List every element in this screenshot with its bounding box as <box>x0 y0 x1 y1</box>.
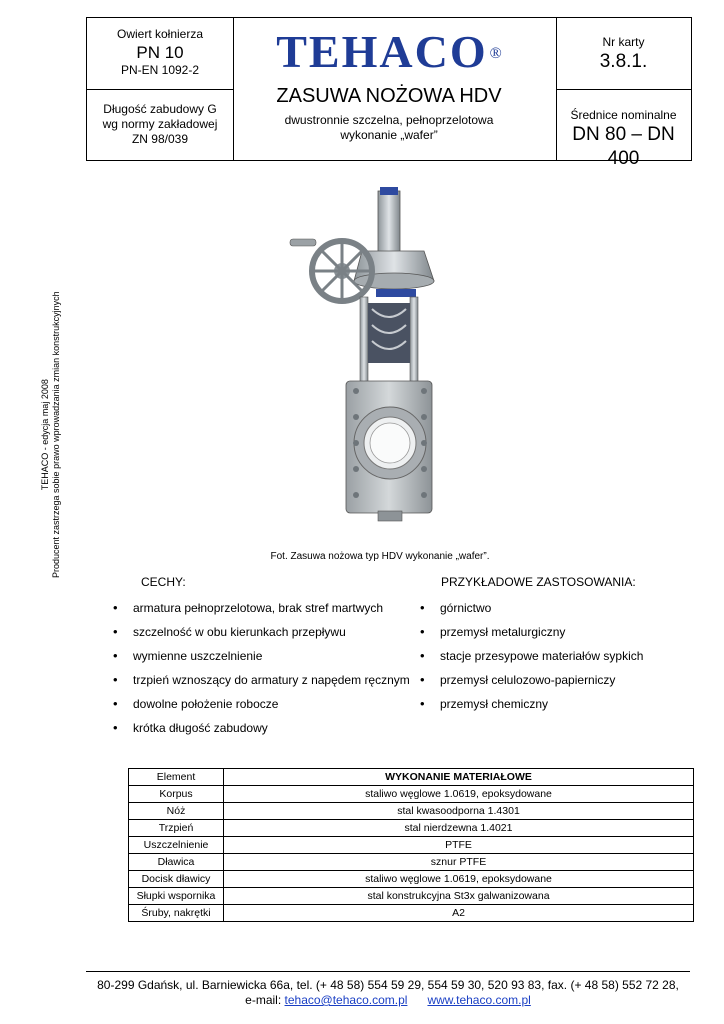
table-row <box>129 786 694 803</box>
face-to-face-norm: wg normy zakładowej <box>102 117 218 131</box>
nominal-diameter-block <box>556 108 691 171</box>
element-cell: Uszczelnienie <box>129 837 224 854</box>
footer <box>86 978 690 1008</box>
page-subtitle: dwustronnie szczelna, pełnoprzelotowa wykonanie „wafer” <box>284 113 494 142</box>
table-row <box>129 854 694 871</box>
tehaco-logo: TEHACO ® <box>276 26 504 77</box>
footer-rule <box>86 971 690 972</box>
table-row <box>129 820 694 837</box>
header-divider <box>556 89 691 90</box>
nominal-diameter-range: DN 80 – DN 400 <box>572 124 675 169</box>
face-to-face-label: Długość zabudowy G <box>103 102 217 116</box>
material-cell: stal konstrukcyjna St3x galwanizowana <box>224 888 694 905</box>
footer-contacts <box>86 993 690 1008</box>
material-cell: A2 <box>224 905 694 922</box>
card-number-label: Nr karty <box>602 35 645 49</box>
side-note <box>40 291 62 578</box>
header-box <box>86 17 692 169</box>
material-cell: staliwo węglowe 1.0619, epoksydowane <box>224 871 694 888</box>
page-title: ZASUWA NOŻOWA HDV <box>276 85 502 107</box>
features-title: CECHY: <box>141 575 186 589</box>
list-item: • dowolne położenie robocze <box>113 696 410 720</box>
element-cell: Trzpień <box>129 820 224 837</box>
applications-title: PRZYKŁADOWE ZASTOSOWANIA: <box>441 575 636 589</box>
flange-standard: PN-EN 1092-2 <box>120 63 200 78</box>
edition-note: TEHACO - edycja maj 2008 <box>40 379 50 491</box>
card-number-block <box>556 35 691 74</box>
flange-label: Owiert kołnierza <box>116 27 204 41</box>
element-cell: Korpus <box>129 786 224 803</box>
table-row <box>129 871 694 888</box>
material-cell: PTFE <box>224 837 694 854</box>
element-cell: Nóż <box>129 803 224 820</box>
list-item: • szczelność w obu kierunkach przepływu <box>113 624 410 648</box>
list-item: • trzpień wznoszący do armatury z napędem ręcznym <box>113 672 410 696</box>
registered-mark: ® <box>489 45 504 62</box>
list-item: • przemysł metalurgiczny <box>420 624 643 648</box>
element-cell: Dławica <box>129 854 224 871</box>
valve-photo <box>284 185 464 525</box>
list-item: • stacje przesypowe materiałów sypkich <box>420 648 643 672</box>
column-header-material: WYKONANIE MATERIAŁOWE <box>224 769 694 786</box>
disclaimer-note: Producent zastrzega sobie prawo wprowadzania zmian konstrukcyjnych <box>51 291 61 578</box>
list-item: • wymienne uszczelnienie <box>113 648 410 672</box>
flange-drilling-block <box>87 27 233 78</box>
footer-address: 80-299 Gdańsk, ul. Barniewicka 66a, tel. (+ 48 58) 554 59 29, 554 59 30, 520 93 83, fax. (+ 48 58) 552 72 28, <box>97 978 679 992</box>
applications-list <box>420 600 643 720</box>
face-to-face-block <box>87 102 233 147</box>
table-row <box>129 905 694 922</box>
table-row <box>129 803 694 820</box>
list-item: • przemysł chemiczny <box>420 696 643 720</box>
material-cell: stal kwasoodporna 1.4301 <box>224 803 694 820</box>
table-header-row <box>129 769 694 786</box>
header-divider <box>87 89 233 90</box>
table-row <box>129 888 694 905</box>
list-item: • armatura pełnoprzelotowa, brak stref martwych <box>113 600 410 624</box>
element-cell: Docisk dławicy <box>129 871 224 888</box>
list-item: • krótka długość zabudowy <box>113 720 410 744</box>
photo-caption: Fot. Zasuwa nożowa typ HDV wykonanie „wafer”. <box>270 551 490 562</box>
website-link[interactable]: www.tehaco.com.pl <box>427 993 531 1007</box>
material-cell: stal nierdzewna 1.4021 <box>224 820 694 837</box>
element-cell: Śruby, nakrętki <box>129 905 224 922</box>
material-cell: sznur PTFE <box>224 854 694 871</box>
nominal-diameter-label: Średnice nominalne <box>570 108 677 122</box>
email-link[interactable]: tehaco@tehaco.com.pl <box>284 993 408 1007</box>
flange-pn: PN 10 <box>136 43 184 62</box>
materials-table <box>128 768 694 922</box>
list-item: • przemysł celulozowo-papierniczy <box>420 672 643 696</box>
list-item: • górnictwo <box>420 600 643 624</box>
element-cell: Słupki wspornika <box>129 888 224 905</box>
table-row <box>129 837 694 854</box>
features-list <box>113 600 410 744</box>
card-number: 3.8.1. <box>599 51 648 72</box>
face-to-face-code: ZN 98/039 <box>131 132 189 146</box>
material-cell: staliwo węglowe 1.0619, epoksydowane <box>224 786 694 803</box>
email-label: e-mail: <box>245 993 282 1007</box>
column-header-element: Element <box>129 769 224 786</box>
